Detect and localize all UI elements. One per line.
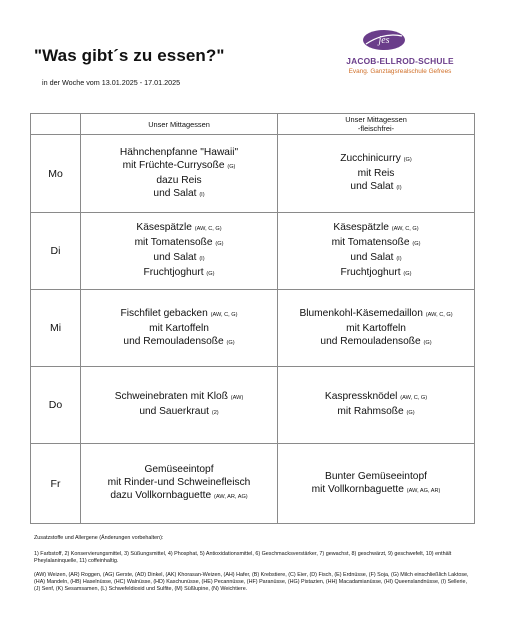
menu-row-fr [31, 444, 475, 524]
allergen-tag: (AW, C, G) [194, 226, 222, 232]
dish-text: und Sauerkraut [139, 406, 209, 417]
dish-line [280, 167, 472, 180]
menu-row-mo [31, 135, 475, 213]
allergens-list: (AW) Weizen, (AR) Roggen, (AG) Gerste, (AD) Dinkel, (AK) Khorasan-Weizen, (AH) Hafer, (B) Krebstiere, (C) Eier, (D) Fisch, (E) Erdnüsse, (F) Soja, (G) Milch einschließlich Laktose, (HA) Mandeln, (HB) Haselnüsse, (HC) Walnüsse, (HD) Kaschunüsse, (HE) Pecannüsse, (HF) Paranüsse, (HG) Pistazien, (HH) Macadamianüsse, (HI) Queenslandnüsse, (I) Sellerie, (J) Senf, (K) Sesamsamen, (L) Schwefeldioxid und Sulfite, (M) Süßlupine, (N) Weichtiere. [34, 572, 469, 592]
dish-text: und Remouladensoße [123, 335, 224, 347]
dish-line [83, 390, 275, 405]
dish-line [83, 187, 275, 202]
allergen-footer [34, 535, 474, 593]
dish-text: Hähnchenpfanne "Hawaii" [119, 146, 239, 158]
school-name: JACOB-ELLROD-SCHULE [346, 56, 454, 66]
allergen-tag: (G) [403, 157, 412, 163]
dish-text: und Salat [350, 181, 394, 192]
dish-text: und Salat [350, 252, 394, 263]
dish-text: Zucchinicurry [340, 153, 401, 164]
dish-line [83, 322, 275, 335]
dish-line [83, 335, 275, 350]
day-label: Di [31, 213, 81, 290]
dish-text: Blumenkohl-Käsemedaillon [299, 307, 423, 319]
dish-line [83, 251, 275, 266]
dish-line [83, 266, 275, 281]
menu-table [30, 113, 475, 524]
allergen-tag: (G) [423, 339, 432, 346]
menu-row-di [31, 213, 475, 290]
allergen-tag: (G) [403, 271, 412, 277]
allergen-tag: (G) [412, 241, 421, 247]
dish-line [83, 159, 275, 174]
allergen-tag: (I) [396, 185, 402, 191]
dish-text: mit Kartoffeln [346, 322, 406, 334]
allergen-tag: (G) [206, 271, 215, 277]
dish-text: dazu Vollkornbaguette [110, 490, 212, 501]
day-label: Fr [31, 444, 81, 524]
dish-line [83, 307, 275, 322]
page-title: "Was gibt´s zu essen?" [34, 46, 225, 65]
allergen-tag: (AW, C, G) [210, 311, 238, 318]
dish-text: und Salat [153, 252, 197, 263]
veg-dish-cell [278, 290, 475, 367]
additives-list: 1) Farbstoff, 2) Konservierungsmittel, 3) Süßungsmittel, 4) Phosphat, 5) Antioxidationsmittel, 6) Geschmacksverstärker, 7) gewachst, 8) geschwärzt, 9) geschwefelt, 10) enthält Pheylalaninquelle, 11) coffeinhaltig. [34, 551, 452, 564]
day-label: Mi [31, 290, 81, 367]
dish-line [280, 322, 472, 335]
menu-row-mi [31, 290, 475, 367]
dish-line [83, 489, 275, 504]
dish-line [280, 405, 472, 420]
dish-text: Fruchtjoghurt [340, 267, 401, 278]
dish-line [280, 236, 472, 251]
header-veg-menu: Unser Mittagessen -fleischfrei- [278, 114, 475, 135]
header-day-cell [31, 114, 81, 135]
menu-dish-cell [81, 290, 278, 367]
dish-text: mit Tomatensoße [134, 237, 213, 248]
allergen-tag: (AW, C, G) [400, 395, 428, 401]
dish-text: und Remouladensoße [320, 335, 421, 347]
allergen-tag: (G) [227, 163, 236, 170]
dish-line [83, 174, 275, 187]
dish-line [83, 236, 275, 251]
dish-line [280, 221, 472, 236]
dish-text: mit Reis [357, 168, 395, 179]
menu-dish-cell [81, 444, 278, 524]
day-label: Mo [31, 135, 81, 213]
dish-line [280, 180, 472, 195]
header-menu: Unser Mittagessen [81, 114, 278, 135]
dish-text: dazu Reis [156, 174, 202, 186]
dish-text: Käsespätzle [136, 222, 192, 233]
dish-text: Fruchtjoghurt [143, 267, 204, 278]
week-range: in der Woche vom 13.01.2025 - 17.01.2025 [42, 78, 181, 87]
dish-text: mit Vollkornbaguette [311, 483, 404, 495]
veg-dish-cell [278, 367, 475, 444]
menu-dish-cell [81, 135, 278, 213]
menu-row-do [31, 367, 475, 444]
dish-text: mit Rahmsoße [337, 406, 404, 417]
dish-line [83, 221, 275, 236]
dish-text: und Salat [153, 187, 197, 199]
footer-heading: Zusatzstoffe und Allergene (Änderungen vorbehalten): [34, 535, 164, 541]
allergen-tag: (I) [396, 256, 402, 262]
school-logo [326, 28, 474, 78]
veg-dish-cell [278, 135, 475, 213]
dish-line [280, 251, 472, 266]
veg-dish-cell [278, 444, 475, 524]
dish-line [83, 476, 275, 489]
dish-line [83, 146, 275, 159]
allergen-tag: (AW, C, G) [425, 311, 453, 318]
dish-text: mit Früchte-Currysoße [122, 159, 225, 171]
menu-dish-cell [81, 213, 278, 290]
allergen-tag: (AW, AR, AG) [214, 494, 248, 500]
dish-text: Fischfilet gebacken [120, 307, 208, 319]
dish-text: Bunter Gemüseeintopf [325, 470, 427, 482]
allergen-tag: (AW, C, G) [391, 226, 419, 232]
dish-line [280, 152, 472, 167]
veg-dish-cell [278, 213, 475, 290]
dish-text: mit Rinder-und Schweinefleisch [107, 477, 251, 488]
dish-text: Gemüseeintopf [144, 464, 214, 475]
dish-line [280, 470, 472, 483]
dish-text: Schweinebraten mit Kloß [114, 391, 228, 402]
school-logo-mark-text: jes [378, 35, 390, 46]
school-subtitle: Evang. Ganztagsrealschule Gefrees [348, 68, 452, 75]
allergen-tag: (G) [406, 410, 415, 416]
dish-line [280, 483, 472, 498]
allergen-tag: (2) [211, 410, 219, 416]
allergen-tag: (AW) [230, 395, 244, 401]
dish-line [280, 335, 472, 350]
day-label: Do [31, 367, 81, 444]
school-logo-mark [362, 28, 406, 52]
dish-line [280, 307, 472, 322]
dish-line [83, 463, 275, 476]
dish-line [280, 266, 472, 281]
dish-line [280, 390, 472, 405]
dish-line [83, 405, 275, 420]
allergen-tag: (I) [199, 191, 205, 198]
allergen-tag: (I) [199, 256, 205, 262]
menu-header-row [31, 114, 475, 135]
allergen-tag: (AW, AG, AR) [406, 487, 441, 494]
dish-text: Kaspressknödel [324, 391, 398, 402]
dish-text: mit Tomatensoße [331, 237, 410, 248]
dish-text: Käsespätzle [333, 222, 389, 233]
allergen-tag: (G) [226, 339, 235, 346]
allergen-tag: (G) [215, 241, 224, 247]
menu-dish-cell [81, 367, 278, 444]
dish-text: mit Kartoffeln [149, 322, 209, 334]
